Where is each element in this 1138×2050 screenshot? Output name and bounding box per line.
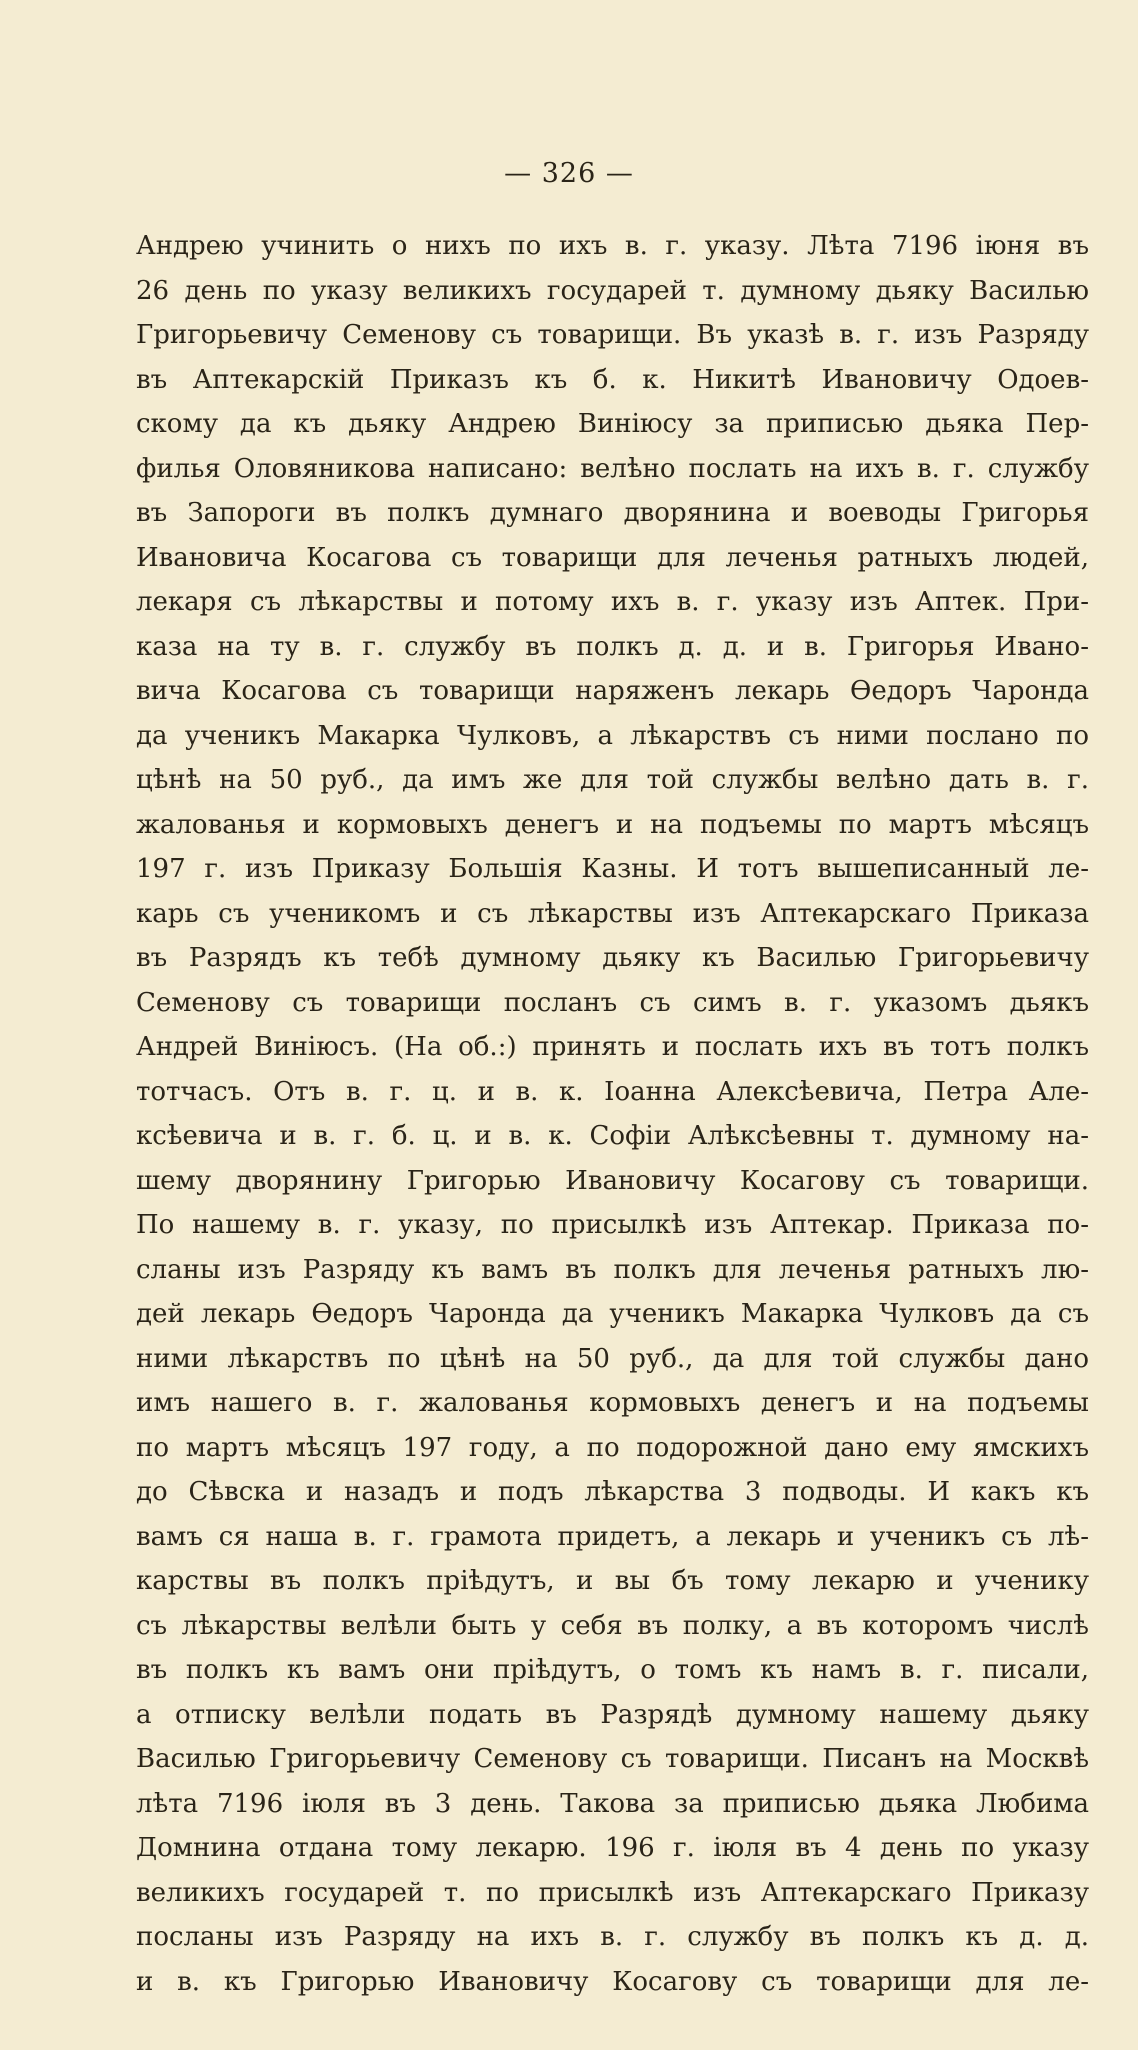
text-line: Домнина отдана тому лекарю. 196 г. iюля въ 4 день по указу — [136, 1833, 1089, 1863]
text-line: Андрей Виніюсъ. (На об.:) принять и послать ихъ въ тотъ полкъ — [136, 1032, 1089, 1062]
text-line: лекаря съ лѣкарствы и потому ихъ в. г. указу изъ Аптек. При- — [136, 587, 1089, 617]
text-line: и в. къ Григорью Ивановичу Косагову съ товарищи для ле- — [136, 1966, 1089, 1997]
text-line: въ полкъ къ вамъ они пріѣдутъ, о томъ къ намъ в. г. писали, — [136, 1655, 1089, 1685]
text-line: карствы въ полкъ пріѣдутъ, и вы бъ тому лекарю и ученику — [136, 1566, 1089, 1596]
text-line: дей лекарь Өедоръ Чаронда да ученикъ Макарка Чулковъ да съ — [136, 1299, 1089, 1329]
text-line: 26 день по указу великихъ государей т. думному дьяку Василью — [136, 275, 1089, 306]
page-number: — 326 — — [504, 158, 634, 189]
text-line: карь съ ученикомъ и съ лѣкарствы изъ Аптекарскаго Приказа — [136, 898, 1089, 929]
text-line: каза на ту в. г. службу въ полкъ д. д. и в. Григорья Ивано- — [136, 631, 1089, 662]
text-line: Семенову съ товарищи посланъ съ симъ в. г. указомъ дьякъ — [136, 987, 1089, 1018]
text-line: до Сѣвска и назадъ и подъ лѣкарства 3 подводы. И какъ къ — [136, 1477, 1089, 1507]
text-line: Андрею учинить о нихъ по ихъ в. г. указу. Лѣта 7196 iюня въ — [136, 231, 1089, 261]
text-line: лѣта 7196 iюля въ 3 день. Такова за приписью дьяка Любима — [136, 1788, 1089, 1819]
text-line: по мартъ мѣсяцъ 197 году, а по подорожной дано ему ямскихъ — [136, 1432, 1089, 1463]
text-line: скому да къ дьяку Андрею Виніюсу за приписью дьяка Пер- — [136, 409, 1089, 439]
text-line: сланы изъ Разряду къ вамъ въ полкъ для леченья ратныхъ лю- — [136, 1254, 1089, 1285]
text-line: По нашему в. г. указу, по присылкѣ изъ Аптекар. Приказа по- — [136, 1210, 1089, 1240]
text-line: жалованья и кормовыхъ денегъ и на подъемы по мартъ мѣсяцъ — [136, 809, 1089, 840]
text-line: 197 г. изъ Приказу Большія Казны. И тотъ вышеписанный ле- — [136, 854, 1089, 884]
text-line: шему дворянину Григорью Ивановичу Косагову съ товарищи. — [136, 1165, 1089, 1196]
text-line: филья Оловяникова написано: велѣно послать на ихъ в. г. службу — [136, 453, 1089, 484]
text-line: ксѣевича и в. г. б. ц. и в. к. Софіи Алѣксѣевны т. думному на- — [136, 1121, 1089, 1151]
text-line: вича Косагова съ товарищи наряженъ лекарь Өедоръ Чаронда — [136, 676, 1089, 706]
text-line: Ивановича Косагова съ товарищи для леченья ратныхъ людей, — [136, 542, 1089, 573]
text-line: Василью Григорьевичу Семенову съ товарищи. Писанъ на Москвѣ — [136, 1744, 1089, 1774]
text-line: Григорьевичу Семенову съ товарищи. Въ указѣ в. г. изъ Разряду — [136, 320, 1089, 350]
text-line: ними лѣкарствъ по цѣнѣ на 50 руб., да для той службы дано — [136, 1343, 1089, 1374]
text-line: посланы изъ Разряду на ихъ в. г. службу въ полкъ къ д. д. — [136, 1922, 1089, 1952]
text-line: да ученикъ Макарка Чулковъ, а лѣкарствъ съ ними послано по — [136, 720, 1089, 751]
text-line: въ Аптекарскiй Приказъ къ б. к. Никитѣ Ивановичу Одоев- — [136, 364, 1089, 395]
text-line: вамъ ся наша в. г. грамота придетъ, а лекарь и ученикъ съ лѣ- — [136, 1521, 1089, 1552]
text-line: съ лѣкарствы велѣли быть у себя въ полку, а въ которомъ числѣ — [136, 1610, 1089, 1641]
text-line: въ Разрядъ къ тебѣ думному дьяку къ Василью Григорьевичу — [136, 943, 1089, 973]
text-line: а отписку велѣли подать въ Разрядѣ думному нашему дьяку — [136, 1699, 1089, 1730]
text-line: имъ нашего в. г. жалованья кормовыхъ денегъ и на подъемы — [136, 1388, 1089, 1418]
body-text — [136, 224, 1089, 2004]
text-line: великихъ государей т. по присылкѣ изъ Аптекарскаго Приказу — [136, 1877, 1089, 1908]
text-line: цѣнѣ на 50 руб., да имъ же для той службы велѣно дать в. г. — [136, 765, 1089, 795]
text-line: въ Запороги въ полкъ думнаго дворянина и воеводы Григорья — [136, 498, 1089, 528]
text-line: тотчасъ. Отъ в. г. ц. и в. к. Іоанна Алексѣевича, Петра Але- — [136, 1076, 1089, 1107]
